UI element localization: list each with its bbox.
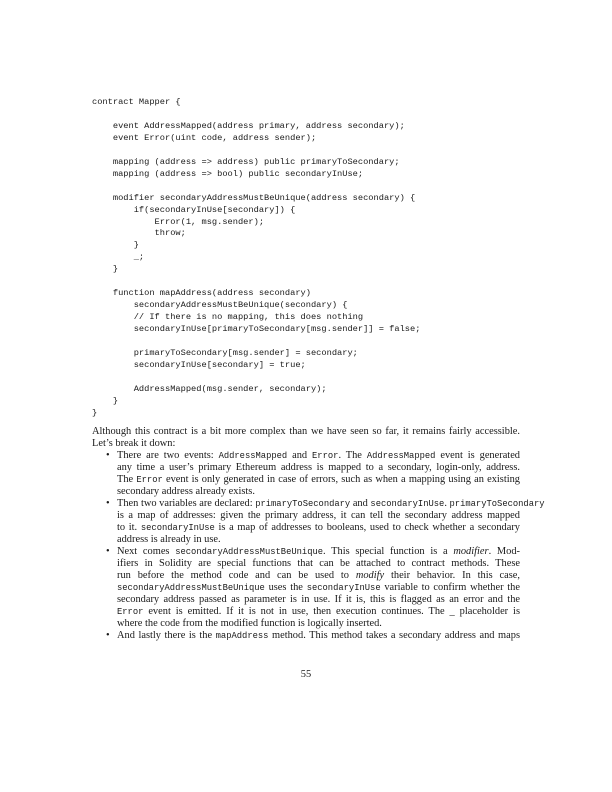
inline-code: secondaryAddressMustBeUnique xyxy=(117,583,265,593)
text-run: Let’s break it down: xyxy=(92,438,176,449)
text-line xyxy=(92,426,520,438)
inline-code: Error xyxy=(136,475,163,485)
text-run: There are two events: xyxy=(117,450,219,461)
text-line xyxy=(117,462,520,474)
text-run: to it. xyxy=(117,522,141,533)
inline-code: AddressMapped xyxy=(218,451,288,461)
code-listing xyxy=(92,97,420,420)
text-line xyxy=(117,618,520,630)
inline-code: primaryToSecondary xyxy=(449,499,545,509)
text-run: address is already in use. xyxy=(117,534,221,545)
text-run: method. This method takes a secondary address and maps xyxy=(268,630,520,641)
text-run: Although this contract is a bit more complex than we have seen so far, it remains fairly accessible. xyxy=(92,426,520,437)
inline-code: AddressMapped xyxy=(366,451,436,461)
emphasis: modify xyxy=(355,570,385,581)
text-run: and xyxy=(350,498,371,509)
text-line xyxy=(117,510,520,522)
text-run: is a map of addresses: given the primary address, it can tell the secondary address mapped xyxy=(117,510,520,521)
inline-code: mapAddress xyxy=(215,631,269,641)
code-line: _; xyxy=(92,252,145,263)
code-line: contract Mapper { xyxy=(92,97,181,107)
text-line xyxy=(117,582,520,594)
text-run: and xyxy=(287,450,313,461)
text-line xyxy=(117,630,520,642)
inline-code: secondaryInUse xyxy=(306,583,381,593)
code-line: Error(1, msg.sender); xyxy=(92,216,265,227)
inline-code: secondaryInUse xyxy=(140,523,215,533)
bullet-item xyxy=(92,498,545,546)
text-run: . Mod- xyxy=(488,546,520,557)
text-run: any time a user’s primary Ethereum address is mapped to a secondary, login-only, address. xyxy=(117,462,520,473)
text-run: secondary address already exists. xyxy=(117,486,255,497)
code-line: secondaryAddressMustBeUnique(secondary) { xyxy=(92,300,348,311)
emphasis: modifier xyxy=(453,546,489,557)
text-run: event is only generated in case of errors, such as when a mapping using an existing xyxy=(162,474,520,485)
code-line xyxy=(92,336,420,348)
code-line: modifier secondaryAddressMustBeUnique(address secondary) { xyxy=(92,192,416,203)
text-run: Next comes xyxy=(117,546,176,557)
text-run: run before the method code and can be used to xyxy=(117,570,356,581)
code-line: primaryToSecondary[msg.sender] = secondary; xyxy=(92,348,358,359)
bullet-icon: • xyxy=(106,630,110,641)
code-line: } xyxy=(92,264,119,275)
code-line: } xyxy=(92,395,119,406)
inline-code: secondaryAddressMustBeUnique xyxy=(175,547,324,557)
text-line xyxy=(117,558,520,570)
text-line xyxy=(117,498,577,510)
text-run: where the code from the modified function is logically inserted. xyxy=(117,618,382,629)
text-run: . The xyxy=(338,450,367,461)
text-run: variable to confirm whether the xyxy=(380,582,520,593)
text-line xyxy=(92,438,520,450)
code-line: // If there is no mapping, this does nothing xyxy=(92,312,364,323)
code-line: } xyxy=(92,407,98,418)
code-line xyxy=(92,109,420,121)
code-line: event Error(uint code, address sender); xyxy=(92,132,317,143)
text-run: . xyxy=(444,498,450,509)
text-line xyxy=(117,606,520,618)
inline-code: Error xyxy=(312,451,339,461)
code-line: mapping (address => bool) public secondaryInUse; xyxy=(92,168,364,179)
code-line xyxy=(92,181,420,193)
text-run: is a map of addresses to booleans, used to check whether a secondary xyxy=(214,522,521,533)
text-run: secondary address passed as parameter is in use. If it is, this is flagged as an error and the xyxy=(117,594,520,605)
bullet-icon: • xyxy=(106,546,110,557)
code-line: if(secondaryInUse[secondary]) { xyxy=(92,204,296,215)
inline-code: secondaryInUse xyxy=(370,499,445,509)
text-line xyxy=(117,522,520,534)
text-run: And lastly there is the xyxy=(117,630,216,641)
text-line xyxy=(117,546,520,558)
text-run: event is generated xyxy=(435,450,521,461)
code-line: AddressMapped(msg.sender, secondary); xyxy=(92,383,327,394)
inline-code: Error xyxy=(117,607,144,617)
text-line xyxy=(117,570,520,582)
text-line xyxy=(117,594,520,606)
code-line: } xyxy=(92,240,139,251)
bullet-item xyxy=(92,450,520,498)
code-line xyxy=(92,372,420,384)
code-line: throw; xyxy=(92,228,186,239)
text-run: their behavior. In this case, xyxy=(384,570,520,581)
code-line: function mapAddress(address secondary) xyxy=(92,288,311,299)
text-line xyxy=(117,474,520,486)
code-line: secondaryInUse[primaryToSecondary[msg.sender]] = false; xyxy=(92,324,421,335)
bullet-item xyxy=(92,546,520,630)
inline-code: primaryToSecondary xyxy=(255,499,351,509)
text-line xyxy=(117,450,520,462)
text-run: event is emitted. If it is not in use, then execution continues. The _ placeholder is xyxy=(143,606,520,617)
text-run: . This special function is a xyxy=(323,546,454,557)
intro-paragraph xyxy=(92,426,520,450)
text-run: The xyxy=(117,474,137,485)
text-line xyxy=(117,486,520,498)
code-line: secondaryInUse[secondary] = true; xyxy=(92,359,306,370)
code-line: event AddressMapped(address primary, address secondary); xyxy=(92,120,405,131)
bullet-icon: • xyxy=(106,498,110,509)
body-text xyxy=(92,426,545,642)
bullet-icon: • xyxy=(106,450,110,461)
code-line: mapping (address => address) public primaryToSecondary; xyxy=(92,156,400,167)
text-line xyxy=(117,534,520,546)
code-line xyxy=(92,145,420,157)
bullet-item xyxy=(92,630,520,642)
text-run: uses the xyxy=(264,582,307,593)
page-number: 55 xyxy=(300,669,312,680)
text-run: ifiers in Solidity are special functions that can be attached to contract methods. These xyxy=(117,558,520,569)
code-line xyxy=(92,276,420,288)
text-run: Then two variables are declared: xyxy=(117,498,256,509)
